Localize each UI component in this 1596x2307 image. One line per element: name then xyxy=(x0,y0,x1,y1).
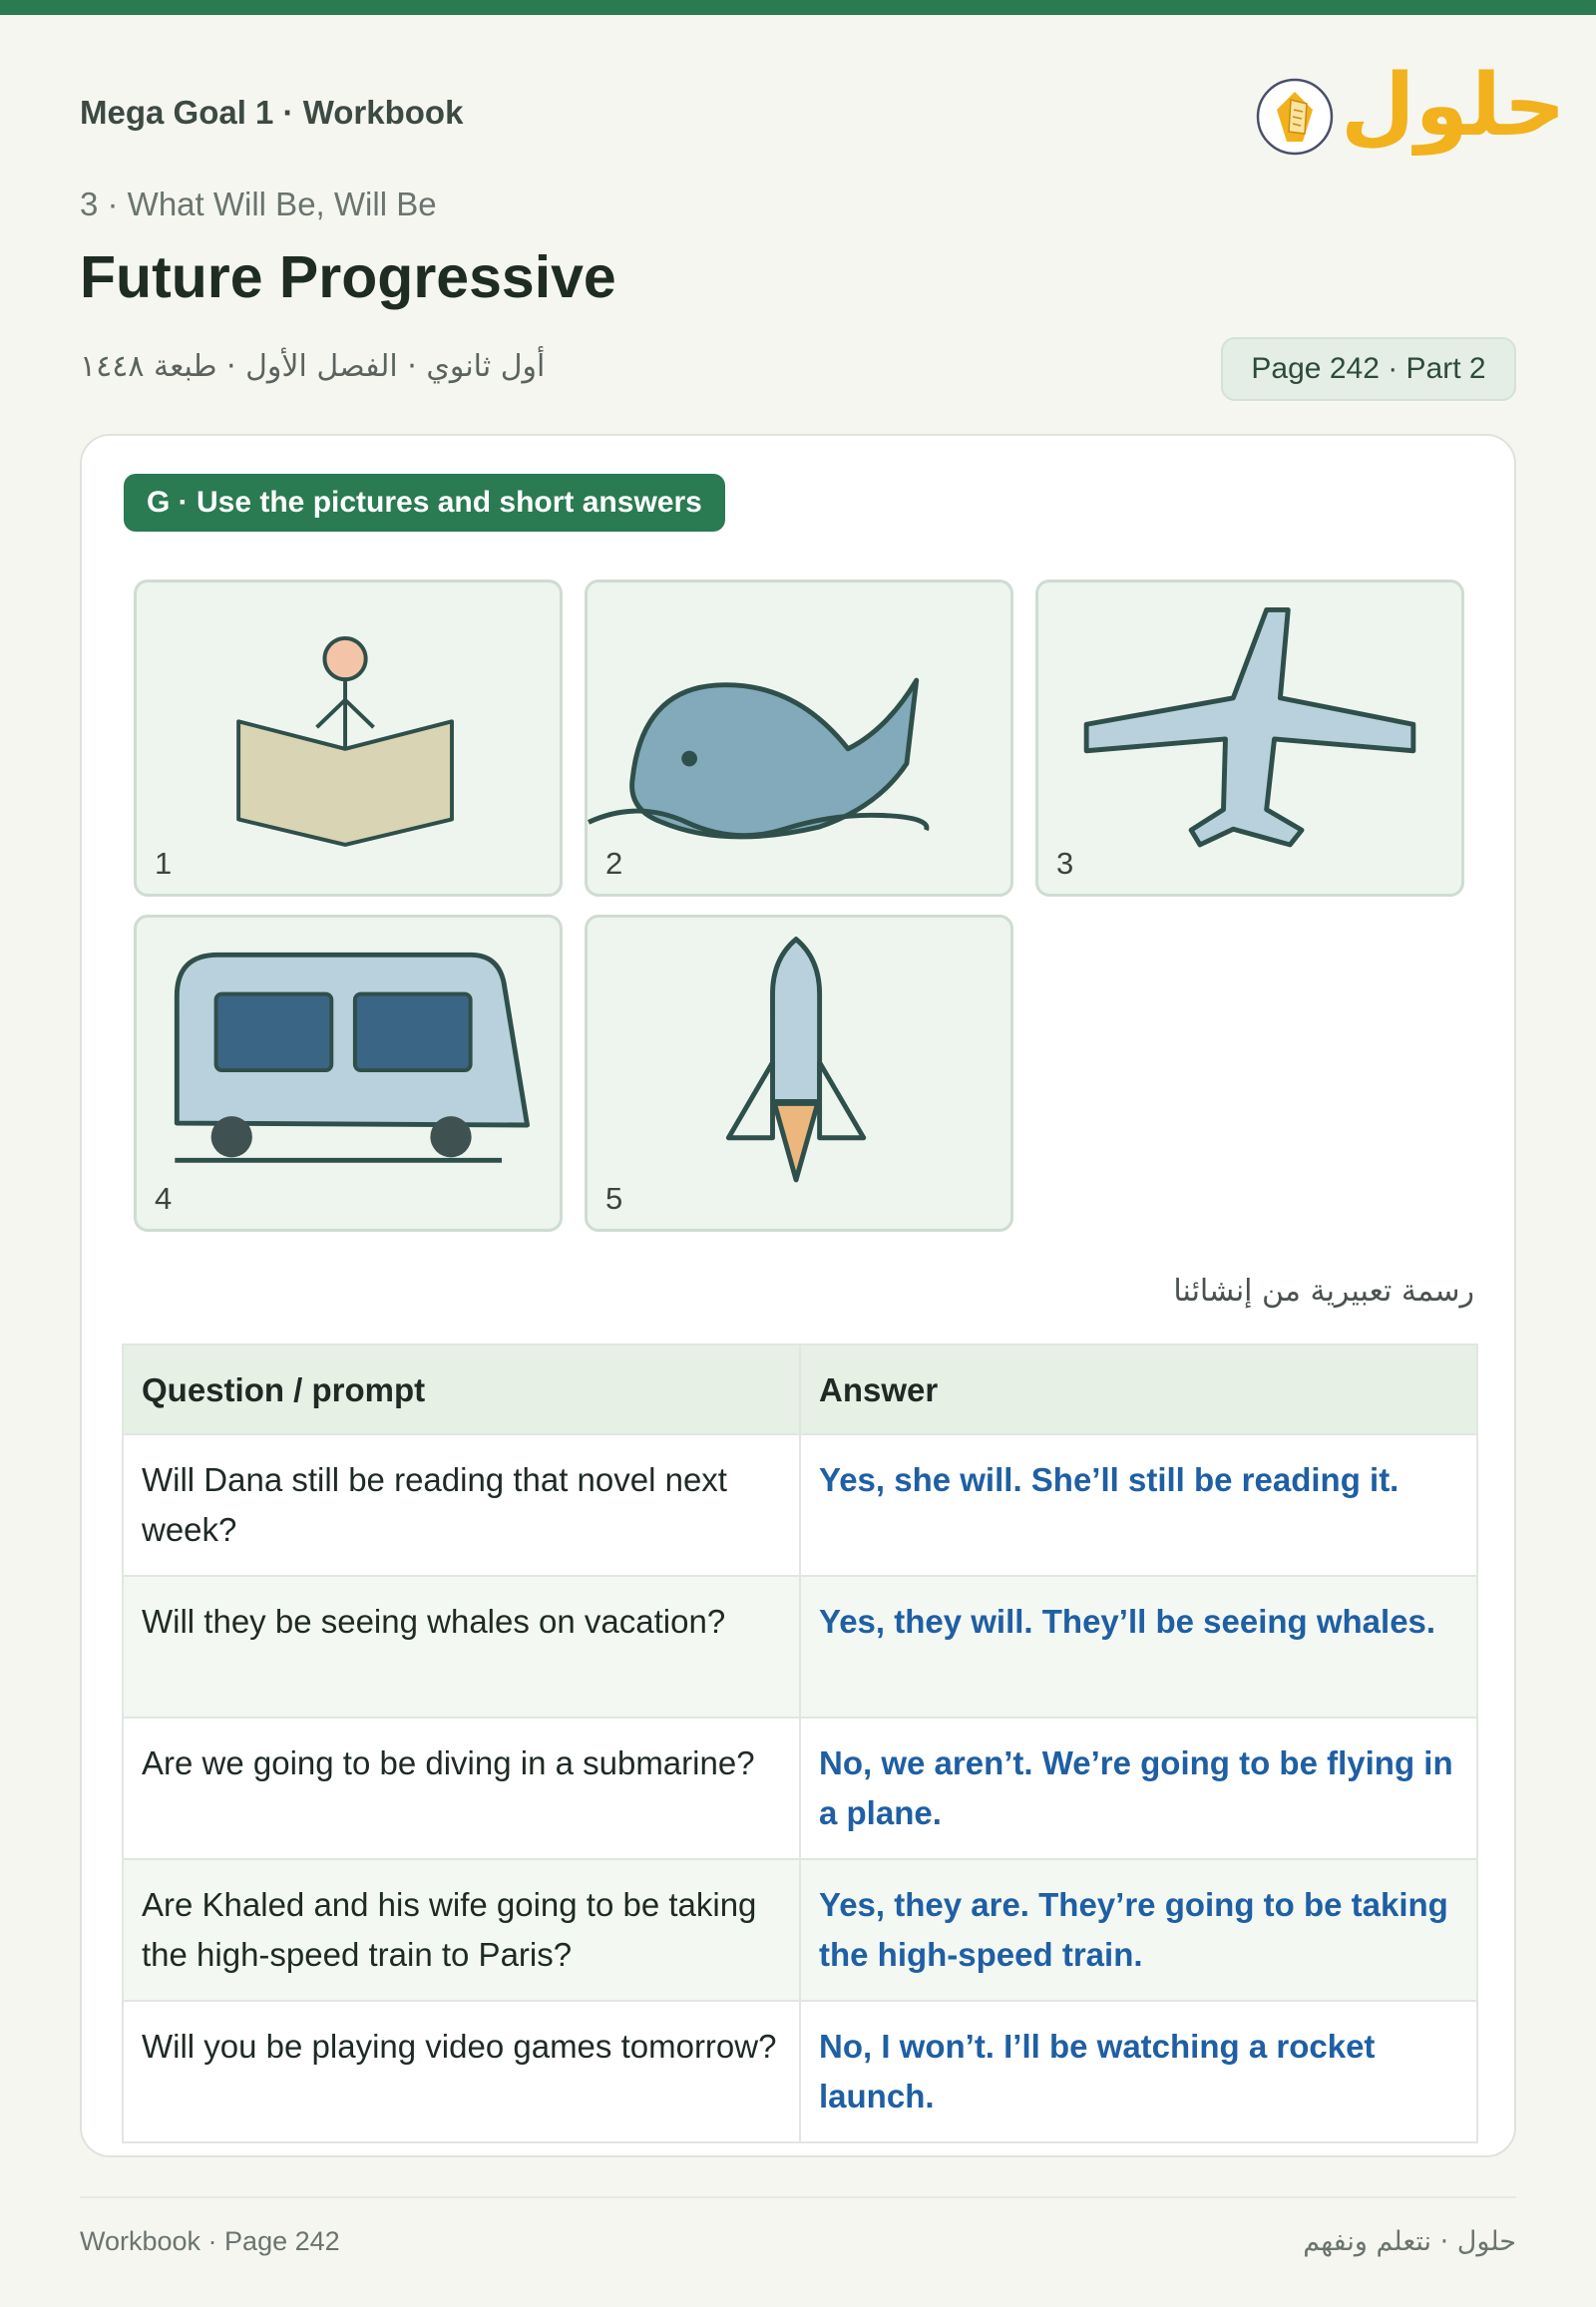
footer-brand-tagline: حلول · نتعلم ونفهم xyxy=(1303,2226,1516,2257)
illustration-caption: رسمة تعبيرية من إنشائنا xyxy=(1173,1274,1474,1309)
table-row xyxy=(123,1434,1477,1576)
table-row xyxy=(123,1718,1477,1859)
picture-number: 3 xyxy=(1056,846,1074,881)
picture-number: 1 xyxy=(155,846,173,881)
hulul-logo xyxy=(1255,56,1566,170)
table-row xyxy=(123,1576,1477,1718)
table-header-row xyxy=(123,1345,1477,1434)
airplane-icon xyxy=(1038,582,1461,894)
question-cell: Are we going to be diving in a submarine? xyxy=(123,1718,800,1859)
exercise-card xyxy=(80,434,1516,2157)
picture-2 xyxy=(585,579,1013,897)
reading-book-icon xyxy=(137,582,560,894)
picture-number: 2 xyxy=(605,846,623,881)
question-cell: Are Khaled and his wife going to be taking the high-speed train to Paris? xyxy=(123,1859,800,2001)
picture-5 xyxy=(585,915,1013,1232)
answer-cell: No, we aren’t. We’re going to be flying in a plane. xyxy=(800,1718,1477,1859)
unit-label: 3 · What Will Be, Will Be xyxy=(80,186,437,222)
rocket-icon xyxy=(588,918,1010,1229)
column-header-question: Question / prompt xyxy=(123,1345,800,1434)
picture-number: 5 xyxy=(605,1181,623,1216)
page-badge: Page 242 · Part 2 xyxy=(1221,337,1516,401)
picture-1 xyxy=(134,579,563,897)
qa-table xyxy=(122,1344,1478,2143)
question-cell: Will Dana still be reading that novel next week? xyxy=(123,1434,800,1576)
footer-page-label: Workbook · Page 242 xyxy=(80,2226,340,2256)
answer-cell: Yes, they will. They’ll be seeing whales. xyxy=(800,1576,1477,1718)
picture-4 xyxy=(134,915,563,1232)
section-label: G · Use the pictures and short answers xyxy=(124,474,725,532)
table-row xyxy=(123,1859,1477,2001)
question-cell: Will you be playing video games tomorrow? xyxy=(123,2001,800,2142)
footer-divider xyxy=(80,2196,1516,2198)
logo-wordmark: حلول xyxy=(1341,56,1566,156)
book-title: Mega Goal 1 · Workbook xyxy=(80,94,464,131)
picture-number: 4 xyxy=(155,1181,173,1216)
column-header-answer: Answer xyxy=(800,1345,1477,1434)
top-accent-bar xyxy=(0,0,1596,15)
question-cell: Will they be seeing whales on vacation? xyxy=(123,1576,800,1718)
answer-cell: Yes, they are. They’re going to be taking the high-speed train. xyxy=(800,1859,1477,2001)
picture-3 xyxy=(1035,579,1464,897)
answer-cell: No, I won’t. I’ll be watching a rocket launch. xyxy=(800,2001,1477,2142)
whale-icon xyxy=(588,582,1010,894)
answer-cell: Yes, she will. She’ll still be reading it. xyxy=(800,1434,1477,1576)
table-row xyxy=(123,2001,1477,2142)
train-icon xyxy=(137,918,560,1229)
lesson-title: Future Progressive xyxy=(80,244,616,310)
grade-term-edition: أول ثانوي · الفصل الأول · طبعة ١٤٤٨ xyxy=(80,349,546,384)
